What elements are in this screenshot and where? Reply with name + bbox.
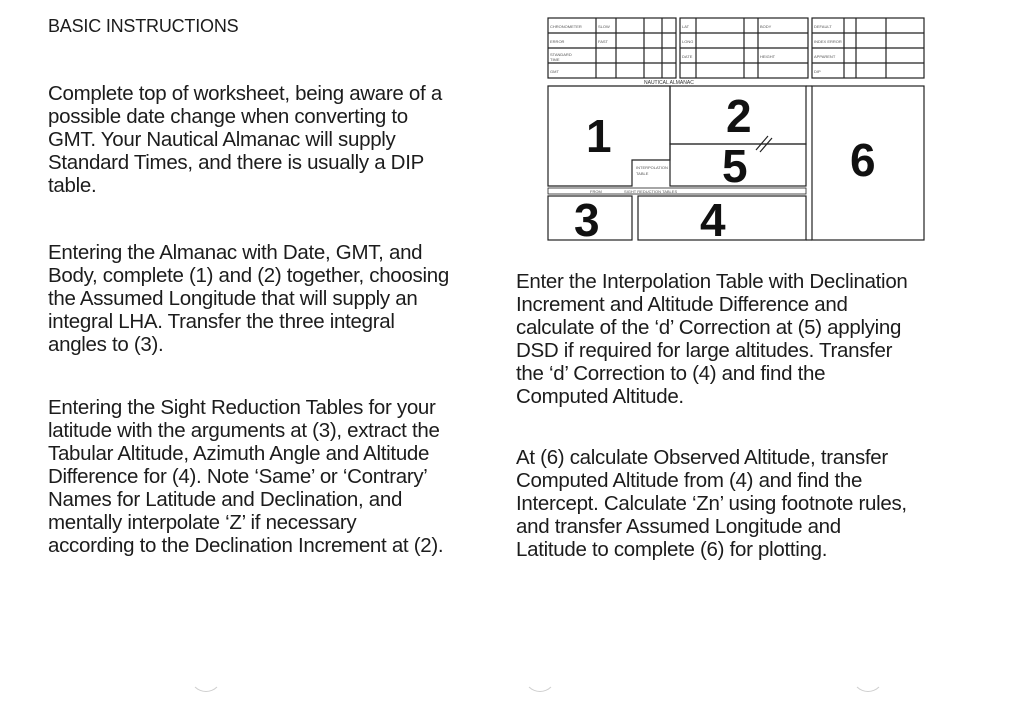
instruction-paragraph-1: Complete top of worksheet, being aware of a possible date change when converting to GMT. Your Nautical Almanac will supply Standard Times, and there is usually a DIP table. xyxy=(48,82,442,197)
sight-reduction-label: SIGHT REDUCTION TABLES xyxy=(624,189,678,194)
header-label: DEFAULT xyxy=(814,24,832,29)
header-label: STANDARD xyxy=(550,52,572,57)
box-number-4: 4 xyxy=(700,194,726,244)
instruction-paragraph-4: Enter the Interpolation Table with Declination Increment and Altitude Difference and calculate of the ‘d’ Correction at (5) applying DSD if required for large altitudes. Transfer the ‘d’ Correction to (4) and find the Computed Altitude. xyxy=(516,270,908,408)
header-label: BODY xyxy=(760,24,772,29)
punch-hole-mark xyxy=(190,660,222,692)
header-label: ERROR xyxy=(550,39,565,44)
header-label: TIME xyxy=(550,57,560,62)
header-label: DATE xyxy=(682,54,693,59)
page-heading: BASIC INSTRUCTIONS xyxy=(48,16,239,36)
interpolation-label: INTERPOLATION xyxy=(636,165,668,170)
worksheet-diagram xyxy=(544,14,928,244)
box-number-2: 2 xyxy=(726,90,752,142)
header-label: FAST xyxy=(598,39,609,44)
header-label: LONG xyxy=(682,39,694,44)
from-label: FROM xyxy=(590,189,602,194)
instruction-paragraph-3: Entering the Sight Reduction Tables for your latitude with the arguments at (3), extract the Tabular Altitude, Azimuth Angle and Altitude Difference for (4). Note ‘Same’ or ‘Contrary’ Names for Latitude and Declination, and mentally interpolate ‘Z’ if necessary according to the Declination Increment at (2). xyxy=(48,396,444,557)
nautical-almanac-label: NAUTICAL ALMANAC xyxy=(644,80,694,86)
instruction-paragraph-5: At (6) calculate Observed Altitude, transfer Computed Altitude from (4) and find the Intercept. Calculate ‘Zn’ using footnote rules, and transfer Assumed Longitude and Latitude to complete (6) for plotting. xyxy=(516,446,907,561)
header-label: INDEX ERROR xyxy=(814,39,842,44)
header-label: DIP xyxy=(814,69,821,74)
instruction-paragraph-2: Entering the Almanac with Date, GMT, and Body, complete (1) and (2) together, choosing the Assumed Longitude that will supply an integral LHA. Transfer the three integral angles to (3). xyxy=(48,241,449,356)
header-label: LAT xyxy=(682,24,690,29)
box-number-3: 3 xyxy=(574,194,600,244)
punch-hole-mark xyxy=(852,660,884,692)
header-label: CHRONOMETER xyxy=(550,24,582,29)
header-label: APPARENT xyxy=(814,54,836,59)
box-number-5: 5 xyxy=(722,140,748,192)
header-label: GMT xyxy=(550,69,559,74)
punch-hole-mark xyxy=(524,660,556,692)
header-label: SLOW xyxy=(598,24,610,29)
interpolation-label: TABLE xyxy=(636,171,649,176)
box-number-6: 6 xyxy=(850,134,876,186)
header-label: HEIGHT xyxy=(760,54,776,59)
box-number-1: 1 xyxy=(586,110,612,162)
